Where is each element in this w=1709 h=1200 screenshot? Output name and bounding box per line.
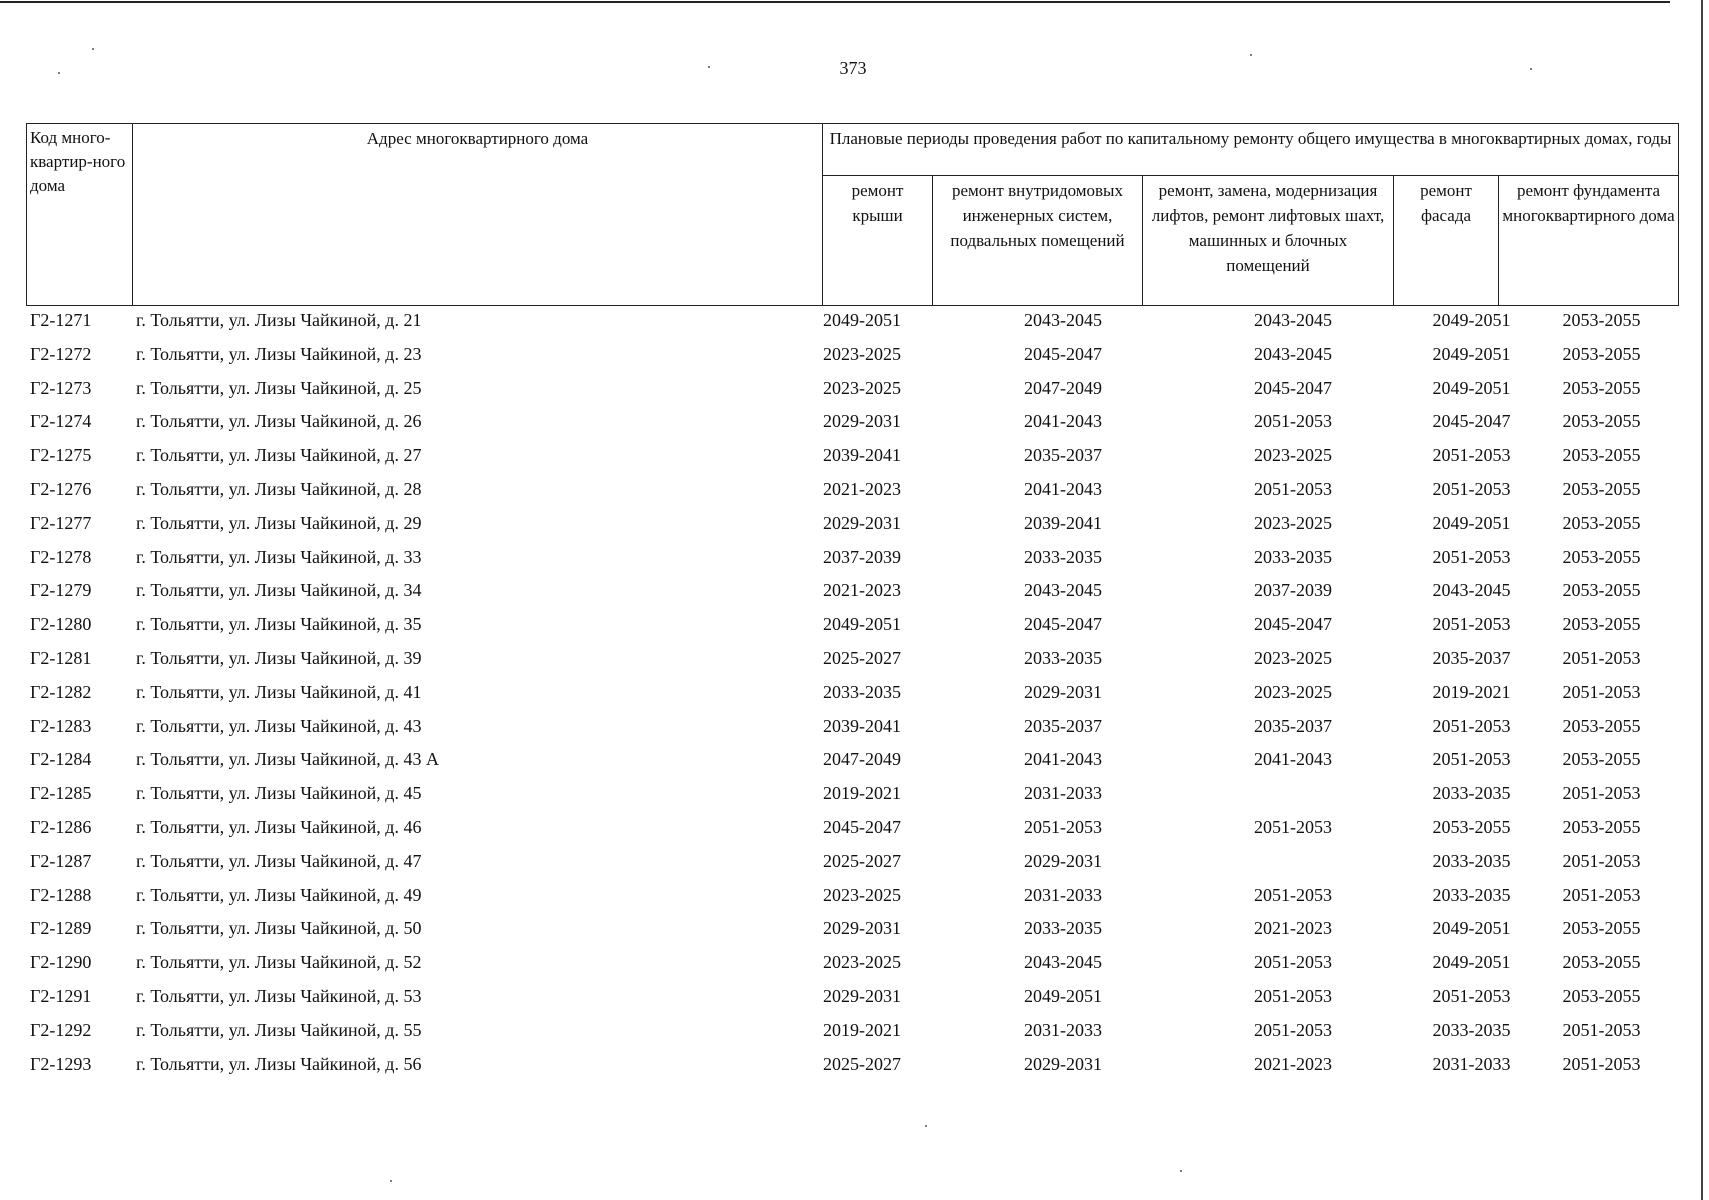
facade-period-cell: 2053-2055 — [1432, 816, 1511, 837]
systems-period-cell: 2043-2045 — [1024, 580, 1102, 601]
roof-period-cell: 2021-2023 — [823, 580, 901, 601]
header-code: Код много-квартир-ного дома — [27, 124, 133, 306]
lifts-period-cell: 2021-2023 — [1254, 918, 1332, 939]
code-cell: Г2-1274 — [30, 411, 92, 432]
facade-period-cell: 2049-2051 — [1432, 918, 1511, 939]
systems-period-cell: 2029-2031 — [1024, 1053, 1102, 1074]
roof-period-cell: 2049-2051 — [823, 614, 901, 635]
foundation-period-cell: 2053-2055 — [1562, 512, 1641, 533]
code-cell: Г2-1289 — [30, 918, 92, 939]
address-cell: г. Тольятти, ул. Лизы Чайкиной, д. 28 — [136, 478, 422, 499]
table-row — [26, 948, 1678, 982]
systems-period-cell: 2033-2035 — [1024, 546, 1102, 567]
scan-speck — [925, 1125, 927, 1127]
table-row — [26, 509, 1678, 543]
foundation-period-cell: 2053-2055 — [1562, 952, 1641, 973]
code-cell: Г2-1280 — [30, 614, 92, 635]
roof-period-cell: 2023-2025 — [823, 952, 901, 973]
scan-speck — [708, 66, 710, 68]
foundation-period-cell: 2053-2055 — [1562, 546, 1641, 567]
roof-period-cell: 2039-2041 — [823, 715, 901, 736]
header-periods-group: Плановые периоды проведения работ по капитальному ремонту общего имущества в многоквартирных домах, годы — [823, 124, 1679, 176]
systems-period-cell: 2035-2037 — [1024, 445, 1102, 466]
address-cell: г. Тольятти, ул. Лизы Чайкиной, д. 25 — [136, 377, 422, 398]
lifts-period-cell: 2051-2053 — [1254, 1019, 1332, 1040]
foundation-period-cell: 2053-2055 — [1562, 445, 1641, 466]
roof-period-cell: 2019-2021 — [823, 783, 901, 804]
foundation-period-cell: 2051-2053 — [1562, 850, 1641, 871]
scan-speck — [92, 48, 94, 50]
code-cell: Г2-1277 — [30, 512, 92, 533]
foundation-period-cell: 2051-2053 — [1562, 884, 1641, 905]
systems-period-cell: 2031-2033 — [1024, 884, 1102, 905]
address-cell: г. Тольятти, ул. Лизы Чайкиной, д. 29 — [136, 512, 422, 533]
systems-period-cell: 2033-2035 — [1024, 647, 1102, 668]
foundation-period-cell: 2053-2055 — [1562, 343, 1641, 364]
header-foundation: ремонт фундамента многоквартирного дома — [1499, 176, 1679, 306]
systems-period-cell: 2043-2045 — [1024, 310, 1102, 330]
table-row — [26, 576, 1678, 610]
facade-period-cell: 2049-2051 — [1432, 343, 1511, 364]
address-cell: г. Тольятти, ул. Лизы Чайкиной, д. 41 — [136, 681, 422, 702]
facade-period-cell: 2049-2051 — [1432, 952, 1511, 973]
facade-period-cell: 2035-2037 — [1432, 647, 1511, 668]
code-cell: Г2-1293 — [30, 1053, 92, 1074]
code-cell: Г2-1278 — [30, 546, 92, 567]
table-row — [26, 881, 1678, 915]
header-address: Адрес многоквартирного дома — [133, 124, 823, 306]
roof-period-cell: 2023-2025 — [823, 884, 901, 905]
lifts-period-cell: 2051-2053 — [1254, 985, 1332, 1006]
lifts-period-cell: 2033-2035 — [1254, 546, 1332, 567]
facade-period-cell: 2033-2035 — [1432, 884, 1511, 905]
roof-period-cell: 2023-2025 — [823, 377, 901, 398]
table-row — [26, 306, 1678, 340]
facade-period-cell: 2033-2035 — [1432, 783, 1511, 804]
address-cell: г. Тольятти, ул. Лизы Чайкиной, д. 55 — [136, 1019, 422, 1040]
table-row — [26, 1050, 1678, 1084]
foundation-period-cell: 2053-2055 — [1562, 580, 1641, 601]
systems-period-cell: 2031-2033 — [1024, 783, 1102, 804]
table-row — [26, 543, 1678, 577]
table-row — [26, 374, 1678, 408]
scan-speck — [1250, 54, 1252, 56]
roof-period-cell: 2025-2027 — [823, 1053, 901, 1074]
table-row — [26, 441, 1678, 475]
table-row — [26, 847, 1678, 881]
lifts-period-cell: 2051-2053 — [1254, 952, 1332, 973]
table-row — [26, 644, 1678, 678]
address-cell: г. Тольятти, ул. Лизы Чайкиной, д. 26 — [136, 411, 422, 432]
systems-period-cell: 2035-2037 — [1024, 715, 1102, 736]
roof-period-cell: 2025-2027 — [823, 647, 901, 668]
code-cell: Г2-1279 — [30, 580, 92, 601]
address-cell: г. Тольятти, ул. Лизы Чайкиной, д. 49 — [136, 884, 422, 905]
roof-period-cell: 2023-2025 — [823, 343, 901, 364]
facade-period-cell: 2051-2053 — [1432, 985, 1511, 1006]
address-cell: г. Тольятти, ул. Лизы Чайкиной, д. 56 — [136, 1053, 422, 1074]
foundation-period-cell: 2053-2055 — [1562, 310, 1641, 330]
header-roof: ремонт крыши — [823, 176, 933, 306]
scan-speck — [58, 72, 60, 74]
code-cell: Г2-1284 — [30, 749, 92, 770]
header-lifts: ремонт, замена, модернизация лифтов, ремонт лифтовых шахт, машинных и блочных помещений — [1143, 176, 1394, 306]
address-cell: г. Тольятти, ул. Лизы Чайкиной, д. 47 — [136, 850, 422, 871]
systems-period-cell: 2043-2045 — [1024, 952, 1102, 973]
roof-period-cell: 2045-2047 — [823, 816, 901, 837]
lifts-period-cell: 2043-2045 — [1254, 343, 1332, 364]
table-row — [26, 914, 1678, 948]
lifts-period-cell: 2035-2037 — [1254, 715, 1332, 736]
lifts-period-cell: 2023-2025 — [1254, 512, 1332, 533]
code-cell: Г2-1273 — [30, 377, 92, 398]
foundation-period-cell: 2053-2055 — [1562, 614, 1641, 635]
table-row — [26, 678, 1678, 712]
address-cell: г. Тольятти, ул. Лизы Чайкиной, д. 52 — [136, 952, 422, 973]
scan-speck — [1530, 68, 1532, 70]
lifts-period-cell: 2023-2025 — [1254, 681, 1332, 702]
code-cell: Г2-1283 — [30, 715, 92, 736]
roof-period-cell: 2039-2041 — [823, 445, 901, 466]
code-cell: Г2-1291 — [30, 985, 92, 1006]
systems-period-cell: 2041-2043 — [1024, 478, 1102, 499]
systems-period-cell: 2045-2047 — [1024, 614, 1102, 635]
table-row — [26, 340, 1678, 374]
scan-speck — [390, 1180, 392, 1182]
facade-period-cell: 2051-2053 — [1432, 614, 1511, 635]
roof-period-cell: 2021-2023 — [823, 478, 901, 499]
systems-period-cell: 2051-2053 — [1024, 816, 1102, 837]
foundation-period-cell: 2053-2055 — [1562, 478, 1641, 499]
top-scan-border — [0, 1, 1670, 3]
address-cell: г. Тольятти, ул. Лизы Чайкиной, д. 27 — [136, 445, 422, 466]
lifts-period-cell: 2045-2047 — [1254, 377, 1332, 398]
address-cell: г. Тольятти, ул. Лизы Чайкиной, д. 34 — [136, 580, 422, 601]
systems-period-cell: 2039-2041 — [1024, 512, 1102, 533]
code-cell: Г2-1276 — [30, 478, 92, 499]
facade-period-cell: 2051-2053 — [1432, 546, 1511, 567]
table-row — [26, 712, 1678, 746]
roof-period-cell: 2025-2027 — [823, 850, 901, 871]
address-cell: г. Тольятти, ул. Лизы Чайкиной, д. 35 — [136, 614, 422, 635]
table-row — [26, 407, 1678, 441]
facade-period-cell: 2043-2045 — [1432, 580, 1511, 601]
address-cell: г. Тольятти, ул. Лизы Чайкиной, д. 33 — [136, 546, 422, 567]
table-row — [26, 745, 1678, 779]
table-header — [26, 123, 1679, 306]
right-scan-border — [1701, 0, 1703, 1200]
foundation-period-cell: 2053-2055 — [1562, 816, 1641, 837]
code-cell: Г2-1288 — [30, 884, 92, 905]
foundation-period-cell: 2051-2053 — [1562, 783, 1641, 804]
roof-period-cell: 2029-2031 — [823, 411, 901, 432]
facade-period-cell: 2033-2035 — [1432, 1019, 1511, 1040]
facade-period-cell: 2051-2053 — [1432, 715, 1511, 736]
systems-period-cell: 2041-2043 — [1024, 749, 1102, 770]
roof-period-cell: 2047-2049 — [823, 749, 901, 770]
code-cell: Г2-1285 — [30, 783, 92, 804]
lifts-period-cell: 2051-2053 — [1254, 884, 1332, 905]
foundation-period-cell: 2051-2053 — [1562, 681, 1641, 702]
table-row — [26, 610, 1678, 644]
header-systems: ремонт внутридомовых инженерных систем, подвальных помещений — [933, 176, 1143, 306]
foundation-period-cell: 2053-2055 — [1562, 918, 1641, 939]
address-cell: г. Тольятти, ул. Лизы Чайкиной, д. 43 — [136, 715, 422, 736]
roof-period-cell: 2029-2031 — [823, 512, 901, 533]
code-cell: Г2-1272 — [30, 343, 92, 364]
facade-period-cell: 2045-2047 — [1432, 411, 1511, 432]
facade-period-cell: 2049-2051 — [1432, 512, 1511, 533]
systems-period-cell: 2031-2033 — [1024, 1019, 1102, 1040]
header-facade: ремонт фасада — [1394, 176, 1499, 306]
scan-speck — [1180, 1170, 1182, 1172]
facade-period-cell: 2049-2051 — [1432, 310, 1511, 330]
address-cell: г. Тольятти, ул. Лизы Чайкиной, д. 53 — [136, 985, 422, 1006]
lifts-period-cell: 2023-2025 — [1254, 647, 1332, 668]
table-row — [26, 1016, 1678, 1050]
facade-period-cell: 2051-2053 — [1432, 749, 1511, 770]
lifts-period-cell: 2021-2023 — [1254, 1053, 1332, 1074]
code-cell: Г2-1281 — [30, 647, 92, 668]
systems-period-cell: 2029-2031 — [1024, 681, 1102, 702]
lifts-period-cell: 2037-2039 — [1254, 580, 1332, 601]
lifts-period-cell: 2043-2045 — [1254, 310, 1332, 330]
address-cell: г. Тольятти, ул. Лизы Чайкиной, д. 39 — [136, 647, 422, 668]
code-cell: Г2-1275 — [30, 445, 92, 466]
roof-period-cell: 2049-2051 — [823, 310, 901, 330]
lifts-period-cell: 2045-2047 — [1254, 614, 1332, 635]
address-cell: г. Тольятти, ул. Лизы Чайкиной, д. 43 А — [136, 749, 439, 770]
address-cell: г. Тольятти, ул. Лизы Чайкиной, д. 21 — [136, 310, 422, 330]
systems-period-cell: 2047-2049 — [1024, 377, 1102, 398]
page-number: 373 — [839, 58, 867, 78]
foundation-period-cell: 2053-2055 — [1562, 749, 1641, 770]
systems-period-cell: 2041-2043 — [1024, 411, 1102, 432]
facade-period-cell: 2031-2033 — [1432, 1053, 1511, 1074]
roof-period-cell: 2029-2031 — [823, 918, 901, 939]
address-cell: г. Тольятти, ул. Лизы Чайкиной, д. 46 — [136, 816, 422, 837]
code-cell: Г2-1292 — [30, 1019, 92, 1040]
lifts-period-cell: 2023-2025 — [1254, 445, 1332, 466]
roof-period-cell: 2029-2031 — [823, 985, 901, 1006]
address-cell: г. Тольятти, ул. Лизы Чайкиной, д. 50 — [136, 918, 422, 939]
foundation-period-cell: 2053-2055 — [1562, 715, 1641, 736]
table-body — [26, 306, 1678, 1083]
lifts-period-cell: 2051-2053 — [1254, 411, 1332, 432]
lifts-period-cell: 2041-2043 — [1254, 749, 1332, 770]
facade-period-cell: 2049-2051 — [1432, 377, 1511, 398]
table-row — [26, 779, 1678, 813]
foundation-period-cell: 2051-2053 — [1562, 647, 1641, 668]
foundation-period-cell: 2053-2055 — [1562, 377, 1641, 398]
roof-period-cell: 2033-2035 — [823, 681, 901, 702]
lifts-period-cell: 2051-2053 — [1254, 816, 1332, 837]
code-cell: Г2-1290 — [30, 952, 92, 973]
systems-period-cell: 2029-2031 — [1024, 850, 1102, 871]
address-cell: г. Тольятти, ул. Лизы Чайкиной, д. 23 — [136, 343, 422, 364]
systems-period-cell: 2033-2035 — [1024, 918, 1102, 939]
facade-period-cell: 2051-2053 — [1432, 478, 1511, 499]
address-cell: г. Тольятти, ул. Лизы Чайкиной, д. 45 — [136, 783, 422, 804]
facade-period-cell: 2019-2021 — [1432, 681, 1511, 702]
facade-period-cell: 2051-2053 — [1432, 445, 1511, 466]
roof-period-cell: 2019-2021 — [823, 1019, 901, 1040]
foundation-period-cell: 2051-2053 — [1562, 1053, 1641, 1074]
table-row — [26, 475, 1678, 509]
systems-period-cell: 2049-2051 — [1024, 985, 1102, 1006]
roof-period-cell: 2037-2039 — [823, 546, 901, 567]
foundation-period-cell: 2053-2055 — [1562, 985, 1641, 1006]
table-row — [26, 813, 1678, 847]
lifts-period-cell: 2051-2053 — [1254, 478, 1332, 499]
code-cell: Г2-1287 — [30, 850, 92, 871]
code-cell: Г2-1282 — [30, 681, 92, 702]
foundation-period-cell: 2051-2053 — [1562, 1019, 1641, 1040]
systems-period-cell: 2045-2047 — [1024, 343, 1102, 364]
facade-period-cell: 2033-2035 — [1432, 850, 1511, 871]
code-cell: Г2-1286 — [30, 816, 92, 837]
table-row — [26, 982, 1678, 1016]
foundation-period-cell: 2053-2055 — [1562, 411, 1641, 432]
code-cell: Г2-1271 — [30, 310, 92, 330]
